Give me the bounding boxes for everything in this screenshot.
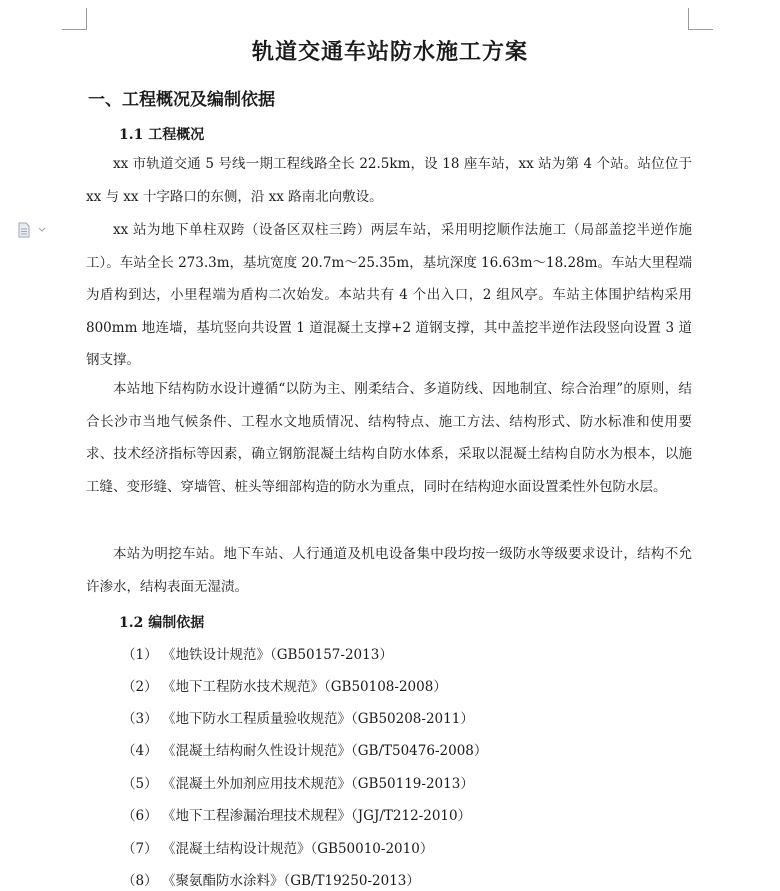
subsection-heading-basis: 1.2 编制依据 bbox=[119, 615, 205, 631]
paragraph-3: 本站地下结构防水设计遵循“以防为主、刚柔结合、多道防线、因地制宜、综合治理”的原则，结合长沙市当地气候条件、工程水文地质情况、结构特点、施工方法、结构形式、防水标准和使用要求、技术经济指标等因素，确立钢筋混凝土结构自防水体系，采取以混凝土结构自防水为根本，以施工缝、变形缝、穿墙管、桩头等细部构造的防水为重点，同时在结构迎水面设置柔性外包防水层。 bbox=[86, 381, 692, 495]
paragraph-1: xx 市轨道交通 5 号线一期工程线路全长 22.5km，设 18 座车站，xx 站为第 4 个站。站位位于 xx 与 xx 十字路口的东侧，沿 xx 路南北向敷设。 bbox=[86, 156, 692, 205]
reference-item bbox=[122, 871, 420, 891]
reference-number: （4） bbox=[122, 743, 158, 759]
reference-number: （7） bbox=[122, 841, 158, 857]
reference-item bbox=[122, 677, 447, 697]
reference-text: 《地下防水工程质量验收规范》（GB50208-2011） bbox=[162, 711, 474, 727]
reference-number: （5） bbox=[122, 776, 158, 792]
reference-text: 《混凝土结构耐久性设计规范》（GB/T50476-2008） bbox=[162, 743, 488, 759]
reference-number: （8） bbox=[122, 873, 158, 889]
reference-number: （3） bbox=[122, 711, 158, 727]
reference-item bbox=[122, 741, 487, 761]
reference-item bbox=[122, 839, 433, 859]
reference-text: 《地下工程防水技术规范》（GB50108-2008） bbox=[162, 679, 447, 695]
reference-item bbox=[122, 806, 471, 826]
reference-text: 《混凝土外加剂应用技术规范》（GB50119-2013） bbox=[162, 776, 474, 792]
page-corner-top-left bbox=[62, 8, 87, 30]
paragraph-2: xx 站为地下单柱双跨（设备区双柱三跨）两层车站，采用明挖顺作法施工（局部盖挖半逆作施工）。车站全长 273.3m，基坑宽度 20.7m～25.35m，基坑深度 16.63m～18.28m。车站大里程端为盾构到达，小里程端为盾构二次始发。本站共有 4 个出入口，2 组风亭。车站主体围护结构采用 800mm 地连墙，基坑竖向共设置 1 道混凝土支撑+2 道钢支撑，其中盖挖半逆作法段竖向设置 3 道钢支撑。 bbox=[86, 222, 692, 368]
section-heading: 一、工程概况及编制依据 bbox=[88, 90, 275, 110]
reference-item bbox=[122, 709, 474, 729]
subsection-heading-overview: 1.1 工程概况 bbox=[119, 127, 205, 143]
reference-text: 《地下工程渗漏治理技术规程》（JGJ/T212-2010） bbox=[162, 808, 472, 824]
reference-number: （6） bbox=[122, 808, 158, 824]
reference-text: 《聚氨酯防水涂料》（GB/T19250-2013） bbox=[162, 873, 420, 889]
reference-item bbox=[122, 645, 393, 665]
reference-text: 《地铁设计规范》（GB50157-2013） bbox=[162, 647, 393, 663]
reference-number: （1） bbox=[122, 647, 158, 663]
paragraph-4: 本站为明挖车站。地下车站、人行通道及机电设备集中段均按一级防水等级要求设计，结构不允许渗水，结构表面无湿渍。 bbox=[86, 546, 692, 595]
document-title: 轨道交通车站防水施工方案 bbox=[251, 39, 528, 65]
reference-item bbox=[122, 774, 474, 794]
reference-number: （2） bbox=[122, 679, 158, 695]
reference-text: 《混凝土结构设计规范》（GB50010-2010） bbox=[162, 841, 434, 857]
document-icon[interactable] bbox=[17, 222, 47, 238]
page-corner-top-right bbox=[688, 8, 713, 30]
